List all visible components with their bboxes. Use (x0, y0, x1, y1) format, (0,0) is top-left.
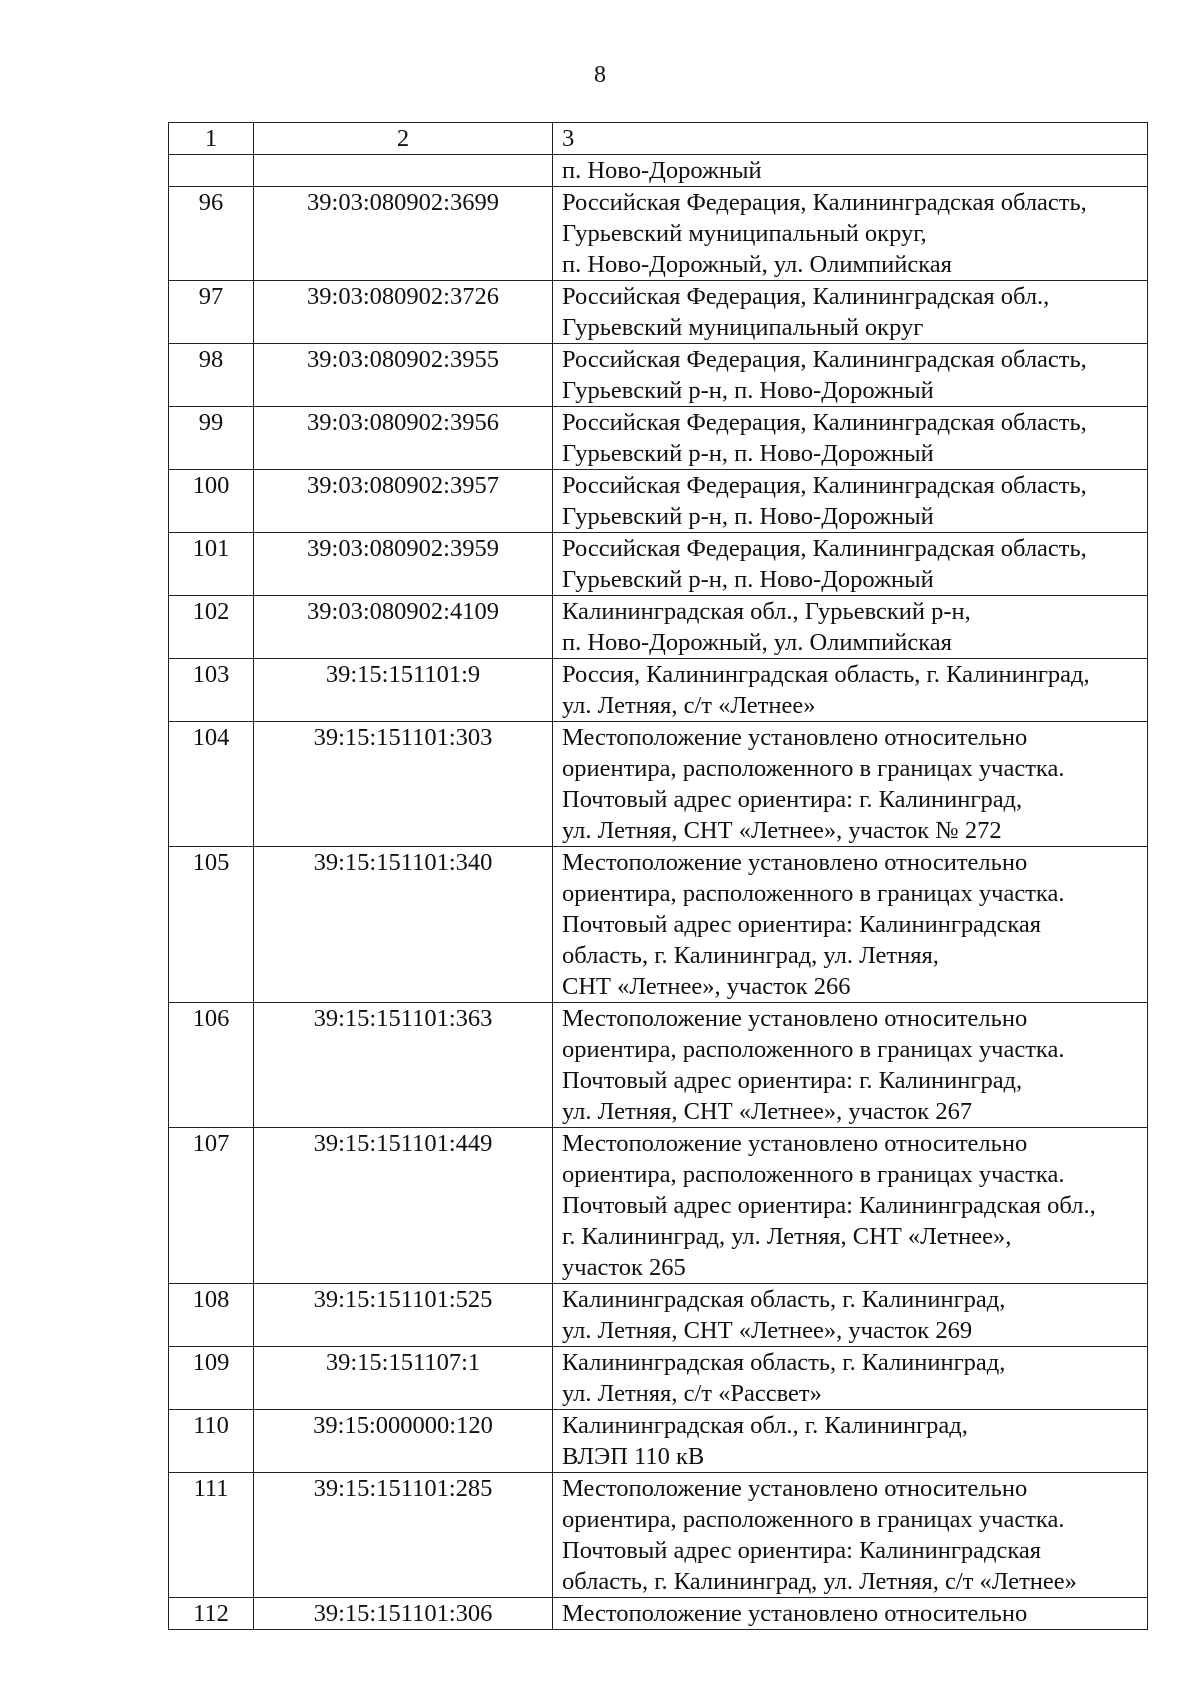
address-line: Почтовый адрес ориентира: г. Калининград, (562, 1067, 1023, 1094)
address-line: Местоположение установлено относительно (562, 1130, 1028, 1157)
address-line: ул. Летняя, с/т «Летнее» (562, 692, 816, 719)
cadastral-number-cell: 39:15:151101:525 (254, 1284, 553, 1347)
address-line: г. Калининград, ул. Летняя, СНТ «Летнее», (562, 1223, 1012, 1250)
address-cell (553, 344, 1148, 407)
table-row (169, 344, 1148, 407)
table-row (169, 1003, 1148, 1128)
address-line: область, г. Калининград, ул. Летняя, (562, 942, 939, 969)
address-line: Гурьевский р-н, п. Ново-Дорожный (562, 566, 934, 593)
row-number-cell: 111 (169, 1473, 254, 1598)
address-line: область, г. Калининград, ул. Летняя, с/т «Летнее» (562, 1568, 1077, 1595)
address-line: Российская Федерация, Калининградская область, (562, 535, 1087, 562)
row-number-cell: 112 (169, 1598, 254, 1630)
cadastral-number-cell: 39:03:080902:3959 (254, 533, 553, 596)
cadastral-number-cell: 39:15:151101:303 (254, 722, 553, 847)
address-line: ул. Летняя, СНТ «Летнее», участок 267 (562, 1098, 973, 1125)
address-cell (553, 470, 1148, 533)
address-line: ориентира, расположенного в границах участка. (562, 755, 1065, 782)
address-cell (553, 596, 1148, 659)
cadastral-number-cell: 39:03:080902:4109 (254, 596, 553, 659)
header-cell-number: 1 (169, 123, 254, 155)
address-line: Почтовый адрес ориентира: Калининградская (562, 1537, 1042, 1564)
address-cell (553, 722, 1148, 847)
address-line: Местоположение установлено относительно (562, 1005, 1028, 1032)
address-cell (553, 1128, 1148, 1284)
address-line: ул. Летняя, с/т «Рассвет» (562, 1380, 822, 1407)
cadastral-number-cell: 39:03:080902:3726 (254, 281, 553, 344)
cadastral-number-cell (254, 155, 553, 187)
address-line: ориентира, расположенного в границах участка. (562, 1036, 1065, 1063)
cadastral-number-cell: 39:15:000000:120 (254, 1410, 553, 1473)
cadastral-number-cell: 39:15:151101:306 (254, 1598, 553, 1630)
address-line: Калининградская обл., г. Калининград, (562, 1412, 968, 1439)
cadastral-number-cell: 39:03:080902:3956 (254, 407, 553, 470)
address-line: Гурьевский р-н, п. Ново-Дорожный (562, 503, 934, 530)
table-row (169, 155, 1148, 187)
address-cell (553, 1410, 1148, 1473)
table-row (169, 1284, 1148, 1347)
row-number-cell: 104 (169, 722, 254, 847)
address-cell (553, 1003, 1148, 1128)
row-number-cell: 106 (169, 1003, 254, 1128)
table-row (169, 533, 1148, 596)
address-cell (553, 407, 1148, 470)
table-row (169, 847, 1148, 1003)
table-row (169, 407, 1148, 470)
address-line: ВЛЭП 110 кВ (562, 1443, 705, 1470)
row-number-cell: 109 (169, 1347, 254, 1410)
cadastral-number-cell: 39:03:080902:3699 (254, 187, 553, 281)
cadastral-number-cell: 39:15:151101:340 (254, 847, 553, 1003)
cadastral-number-cell: 39:03:080902:3957 (254, 470, 553, 533)
header-cell-cadastral: 2 (254, 123, 553, 155)
address-line: Почтовый адрес ориентира: г. Калининград, (562, 786, 1023, 813)
address-cell (553, 281, 1148, 344)
table-row (169, 1473, 1148, 1598)
address-line: Местоположение установлено относительно (562, 849, 1028, 876)
address-line: участок 265 (562, 1254, 686, 1281)
address-cell (553, 847, 1148, 1003)
row-number-cell (169, 155, 254, 187)
table-row (169, 722, 1148, 847)
row-number-cell: 102 (169, 596, 254, 659)
address-line: Гурьевский муниципальный округ (562, 314, 924, 341)
table-row (169, 1128, 1148, 1284)
table-row (169, 659, 1148, 722)
header-cell-address: 3 (553, 123, 1148, 155)
address-line: Местоположение установлено относительно (562, 724, 1028, 751)
table-row (169, 596, 1148, 659)
address-line: Гурьевский муниципальный округ, (562, 220, 927, 247)
address-line: ориентира, расположенного в границах участка. (562, 1506, 1065, 1533)
address-line: СНТ «Летнее», участок 266 (562, 973, 851, 1000)
table-row (169, 1347, 1148, 1410)
address-cell (553, 155, 1148, 187)
address-line: Гурьевский р-н, п. Ново-Дорожный (562, 377, 934, 404)
address-cell (553, 659, 1148, 722)
row-number-cell: 103 (169, 659, 254, 722)
row-number-cell: 108 (169, 1284, 254, 1347)
table-row (169, 470, 1148, 533)
address-line: Российская Федерация, Калининградская обл., (562, 283, 1050, 310)
table-row (169, 1410, 1148, 1473)
table-row (169, 281, 1148, 344)
address-line: Калининградская обл., Гурьевский р-н, (562, 598, 971, 625)
table-row (169, 187, 1148, 281)
table-header-row (169, 123, 1148, 155)
cadastral-number-cell: 39:15:151101:363 (254, 1003, 553, 1128)
address-line: Гурьевский р-н, п. Ново-Дорожный (562, 440, 934, 467)
table-row (169, 1598, 1148, 1630)
address-line: Почтовый адрес ориентира: Калининградская обл., (562, 1192, 1096, 1219)
address-line: Местоположение установлено относительно (562, 1600, 1028, 1627)
land-plot-table (168, 122, 1148, 1630)
address-line: ул. Летняя, СНТ «Летнее», участок 269 (562, 1317, 973, 1344)
address-line: ул. Летняя, СНТ «Летнее», участок № 272 (562, 817, 1002, 844)
address-line: Россия, Калининградская область, г. Калининград, (562, 661, 1090, 688)
address-line: Российская Федерация, Калининградская область, (562, 472, 1087, 499)
cadastral-number-cell: 39:03:080902:3955 (254, 344, 553, 407)
row-number-cell: 105 (169, 847, 254, 1003)
address-line: Калининградская область, г. Калининград, (562, 1349, 1006, 1376)
cadastral-number-cell: 39:15:151101:449 (254, 1128, 553, 1284)
address-cell (553, 1284, 1148, 1347)
address-line: п. Ново-Дорожный, ул. Олимпийская (562, 251, 952, 278)
address-cell (553, 1347, 1148, 1410)
address-line: п. Ново-Дорожный, ул. Олимпийская (562, 629, 952, 656)
address-cell (553, 1473, 1148, 1598)
cadastral-number-cell: 39:15:151101:9 (254, 659, 553, 722)
row-number-cell: 98 (169, 344, 254, 407)
address-cell (553, 187, 1148, 281)
page-number: 8 (594, 62, 606, 88)
row-number-cell: 101 (169, 533, 254, 596)
cadastral-number-cell: 39:15:151101:285 (254, 1473, 553, 1598)
address-line: ориентира, расположенного в границах участка. (562, 880, 1065, 907)
address-cell (553, 533, 1148, 596)
address-line: Местоположение установлено относительно (562, 1475, 1028, 1502)
address-line: п. Ново-Дорожный (562, 157, 762, 184)
row-number-cell: 110 (169, 1410, 254, 1473)
address-line: Российская Федерация, Калининградская область, (562, 346, 1087, 373)
cadastral-number-cell: 39:15:151107:1 (254, 1347, 553, 1410)
address-line: Российская Федерация, Калининградская область, (562, 409, 1087, 436)
address-line: Почтовый адрес ориентира: Калининградская (562, 911, 1042, 938)
row-number-cell: 97 (169, 281, 254, 344)
address-cell (553, 1598, 1148, 1630)
table-body (169, 123, 1148, 1630)
address-line: Калининградская область, г. Калининград, (562, 1286, 1006, 1313)
address-line: Российская Федерация, Калининградская область, (562, 189, 1087, 216)
row-number-cell: 96 (169, 187, 254, 281)
row-number-cell: 107 (169, 1128, 254, 1284)
address-line: ориентира, расположенного в границах участка. (562, 1161, 1065, 1188)
row-number-cell: 100 (169, 470, 254, 533)
row-number-cell: 99 (169, 407, 254, 470)
